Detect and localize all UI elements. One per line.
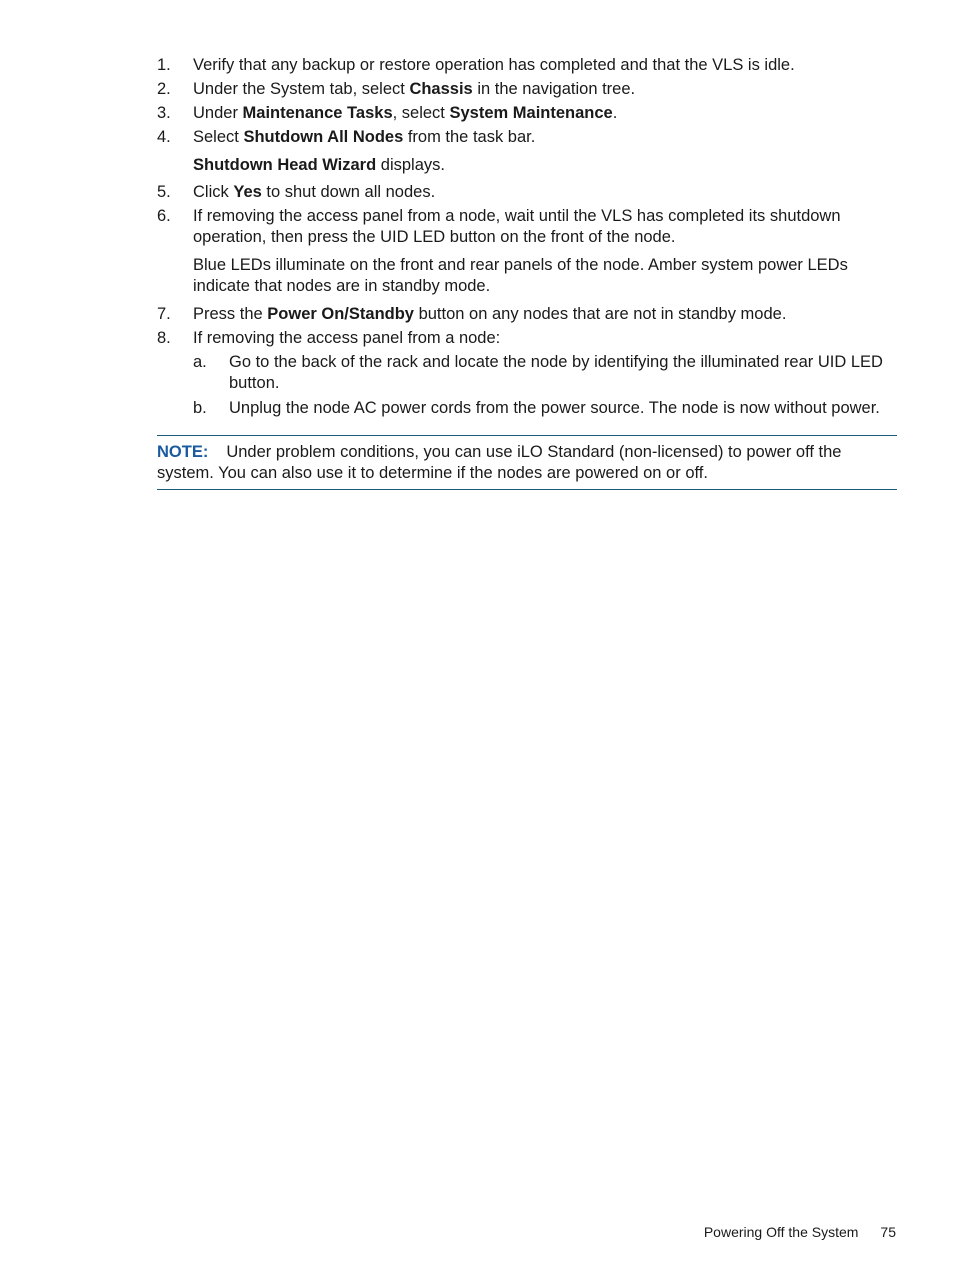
step-text: Verify that any backup or restore operation has completed and that the VLS is idle. bbox=[193, 56, 795, 74]
step-result bbox=[193, 155, 897, 176]
step-text: If removing the access panel from a node: bbox=[193, 329, 501, 347]
step-number: 3. bbox=[157, 104, 171, 122]
step-2 bbox=[157, 79, 897, 100]
substep-text: Go to the back of the rack and locate the node by identifying the illuminated rear UID LED button. bbox=[229, 353, 883, 392]
step-result-text: displays. bbox=[376, 156, 445, 174]
document-body bbox=[157, 55, 897, 490]
substep-a bbox=[193, 352, 897, 394]
note-box bbox=[157, 435, 897, 490]
step-text: from the task bar. bbox=[403, 128, 536, 146]
substep-letter: a. bbox=[193, 353, 207, 371]
page-number: 75 bbox=[880, 1224, 896, 1240]
step-1 bbox=[157, 55, 897, 76]
step-text: in the navigation tree. bbox=[472, 80, 636, 98]
step-number: 6. bbox=[157, 207, 171, 225]
note-text: Under problem conditions, you can use iLO Standard (non-licensed) to power off the system. You can also use it to determine if the nodes are powered on or off. bbox=[157, 443, 842, 482]
ui-term-maintenance-tasks: Maintenance Tasks bbox=[242, 104, 393, 122]
step-number: 8. bbox=[157, 329, 171, 347]
step-text: button on any nodes that are not in standby mode. bbox=[413, 305, 787, 323]
step-text: , select bbox=[392, 104, 450, 122]
ui-term-yes: Yes bbox=[233, 183, 262, 201]
footer-section-title: Powering Off the System bbox=[703, 1224, 859, 1240]
note-label: NOTE: bbox=[157, 443, 209, 461]
substep-b bbox=[193, 398, 897, 419]
step-4 bbox=[157, 127, 897, 176]
substep-text: Unplug the node AC power cords from the power source. The node is now without power. bbox=[229, 399, 880, 417]
step-result: Blue LEDs illuminate on the front and rear panels of the node. Amber system power LEDs indicate that nodes are in standby mode. bbox=[193, 256, 848, 295]
substep-list bbox=[193, 352, 897, 419]
step-number: 1. bbox=[157, 56, 171, 74]
ui-term-system-maintenance: System Maintenance bbox=[449, 104, 613, 122]
substep-letter: b. bbox=[193, 399, 207, 417]
step-text: to shut down all nodes. bbox=[261, 183, 436, 201]
step-6 bbox=[157, 206, 897, 297]
step-number: 5. bbox=[157, 183, 171, 201]
step-7 bbox=[157, 304, 897, 325]
step-text: If removing the access panel from a node, wait until the VLS has completed its shutdown operation, then press the UID LED button on the front of the node. bbox=[193, 207, 841, 246]
step-text: . bbox=[612, 104, 618, 122]
ui-term-shutdown-head-wizard: Shutdown Head Wizard bbox=[193, 156, 377, 174]
step-text: Select bbox=[193, 128, 244, 146]
step-5 bbox=[157, 182, 897, 203]
step-number: 4. bbox=[157, 128, 171, 146]
ui-term-shutdown-all-nodes: Shutdown All Nodes bbox=[243, 128, 404, 146]
step-number: 7. bbox=[157, 305, 171, 323]
step-8 bbox=[157, 328, 897, 419]
step-text: Under the System tab, select bbox=[193, 80, 410, 98]
step-number: 2. bbox=[157, 80, 171, 98]
step-text: Under bbox=[193, 104, 243, 122]
step-3 bbox=[157, 103, 897, 124]
step-text: Click bbox=[193, 183, 234, 201]
step-text: Press the bbox=[193, 305, 268, 323]
page-footer bbox=[704, 1222, 896, 1243]
ui-term-chassis: Chassis bbox=[409, 80, 473, 98]
ui-term-power-on-standby: Power On/Standby bbox=[267, 305, 414, 323]
